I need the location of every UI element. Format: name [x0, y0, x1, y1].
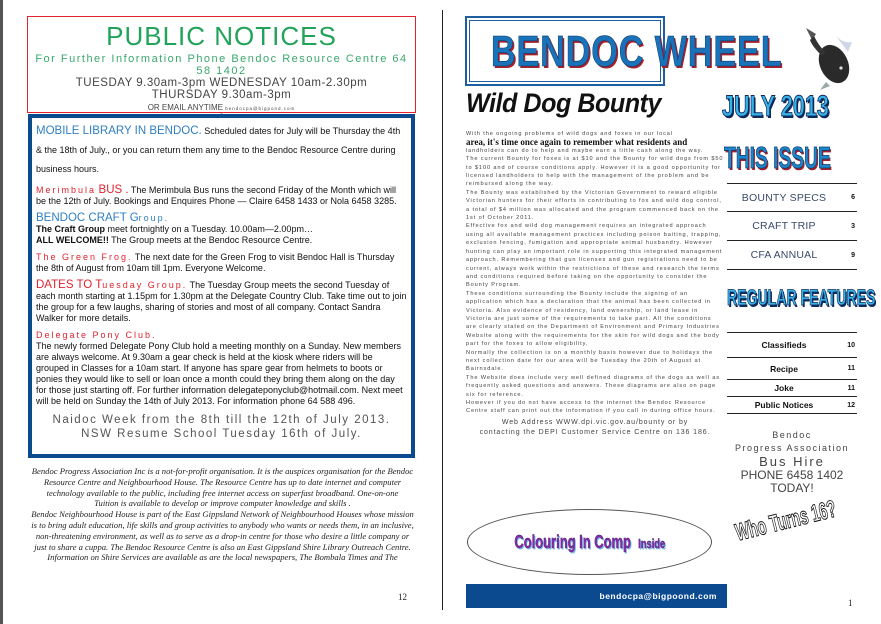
ad-line: Bus Hire	[759, 454, 825, 469]
article-paragraph: The Bounty was established by the Victorian Government to reward eligible Victorian hunters for their efforts in contributing to fox and wild dog control, a total of $4 million was allocated and the program commenced back on the 1st of October 2011.	[466, 189, 722, 222]
colouring-inside-label: Inside	[637, 535, 665, 551]
info-paragraph: Bendoc Neighbourhood House is part of the East Gippsland Network of Neighbourhood Houses whose mission is to bring adult education, life skills and group activities to anybody who wants or needs them, in an inclusive, non-threatening environment, as well as to serve as a drop-in centre for those who desire a little company or just to share a cuppa. The Bendoc Resource Centre is also an East Gippsland Shire Library Outreach Centre.	[31, 509, 414, 552]
this-issue-heading: THIS ISSUE	[724, 140, 831, 175]
page-title: PUBLIC NOTICES	[106, 21, 337, 51]
notice-body: The Merimbula Bus runs the second Friday of the Month which will be the 12th of July. Bookings and Enquires Phone — Claire 6458 1433 or Nola 6458 3285.	[36, 185, 397, 206]
regular-features-list	[727, 332, 857, 414]
toc-page: 9	[851, 251, 855, 259]
notice-merimbula-bus	[36, 185, 407, 207]
feature-label: Joke	[774, 383, 794, 393]
email-label: OR EMAIL ANYTIME	[147, 103, 223, 112]
toc-item-cfa-annual[interactable]	[727, 241, 857, 270]
notice-body: meet fortnightly on a Tuesday. 10.00am—2.00pm…	[105, 224, 313, 234]
ad-line: Progress Association	[734, 443, 850, 453]
feature-item-classifieds[interactable]	[727, 332, 857, 358]
notice-mobile-library	[36, 122, 407, 179]
toc-label: BOUNTY SPECS	[741, 191, 827, 204]
notice-pony-club	[36, 330, 407, 407]
feature-page: 10	[847, 341, 855, 349]
bus-hire-ad	[727, 429, 857, 495]
regular-features-heading: REGULAR FEATURES	[727, 285, 876, 310]
announcement-naidoc: Naidoc Week from the 8th till the 12th of July 2013.	[52, 414, 391, 426]
page-divider	[442, 10, 443, 610]
page-edge	[0, 0, 3, 624]
feature-page: 11	[847, 365, 855, 372]
feature-item-recipe[interactable]	[727, 358, 857, 380]
article-paragraph: Normally the collection is on a monthly basis however due to holidays the next collection date for our area will be Tuesday the 20th of August at Bairnsdale.	[466, 349, 713, 373]
colouring-comp-text	[514, 532, 665, 553]
email-footer-bar	[466, 584, 727, 608]
notice-bold: The Craft Group	[36, 224, 105, 234]
notice-bold: ALL WELCOME!!	[36, 235, 109, 245]
notice-heading: DATES TO T	[36, 279, 103, 291]
feature-label: Recipe	[770, 363, 798, 374]
masthead	[465, 16, 783, 86]
notice-heading: BUS .	[98, 184, 129, 196]
fish-icon	[796, 22, 856, 92]
opening-hours-line2: THURSDAY 9.30am-3pm	[151, 89, 292, 101]
feature-page: 12	[847, 401, 855, 409]
email-line	[28, 103, 415, 112]
feature-page: 11	[847, 384, 855, 392]
page-number: 12	[398, 592, 407, 602]
announcement-school: NSW Resume School Tuesday 16th of July.	[81, 428, 362, 440]
toc-page: 6	[851, 194, 855, 201]
ad-phone: PHONE 6458 1402	[740, 468, 844, 482]
notice-heading: BENDOC CRAFT G	[36, 212, 139, 224]
email-link[interactable]: bendocpa@bigpond.com	[225, 106, 296, 111]
article-paragraph: Effective fox and wild dog management requires an integrated approach using all available management practices including poison baiting, trapping, exclusion fencing, fumigation and appropriate animal husbandry. However hunting can play an important role in supporting this integrated management approach. Remembering that gun licenses and gun registrations need to be current, always work within the restrictions of these and research the terms and conditions required before taking on the opportunity to consider the Bounty Program.	[466, 223, 723, 289]
toc-item-craft-trip[interactable]	[727, 212, 857, 241]
notice-heading: MOBILE LIBRARY IN BENDOC.	[36, 125, 202, 137]
notice-heading: The Green Frog.	[36, 252, 133, 262]
notice-tuesday-group	[36, 280, 407, 324]
notice-heading: Merimbula	[36, 185, 97, 195]
article-paragraph: These conditions surrounding the Bounty include the signing of an application which has a declaration that the animal has been collected in Victoria. Also evidence of residency, land ownership, or land lease in Victoria are just some of the requirements to take part. All the conditions are clearly stated on the Department of Environment and Primary Industries Website along with the requirements for the skin for wild dogs and the body part for the foxes to allow eligibility.	[466, 290, 720, 348]
public-notices-header	[27, 16, 416, 118]
web-address-line	[466, 418, 724, 438]
who-turns-16-banner: Who Turns 16?	[732, 495, 840, 547]
article-paragraph: The current Bounty for foxes is at $10 and the Bounty for wild dogs from $50 to $100 and of course conditions apply. However it is a good opportunity for licensed landholders to help with the management of the problem and be reimbursed along the way.	[466, 156, 724, 188]
notice-body: The Tuesday Group meets the second Tuesday of each month starting at 1.15pm for 1.30pm at the Delegate Country Club. Take time out to join the group for a few laughs, sharing of stories and most of all company. Contact Sandra Walker for more details.	[36, 280, 407, 323]
colouring-comp-label: Colouring In Comp	[514, 531, 631, 552]
info-paragraph: Information on Shire Services are available as are the local newspapers, The Bombala Times and The	[47, 552, 398, 563]
notice-heading: Delegate Pony Club.	[36, 330, 157, 340]
issue-date-banner: JULY 2013	[722, 90, 829, 123]
toc-label: CFA ANNUAL	[750, 249, 818, 261]
contact-info: For Further Information Phone Bendoc Resource Centre 64 58 1402	[35, 53, 408, 77]
feature-label: Classifieds	[761, 340, 807, 350]
notice-body: Scheduled dates for July will be Thursday the 4th & the 18th of July., or you can return them any time to the Bendoc Resource Centre during business hours.	[36, 126, 401, 174]
footer-email[interactable]: bendocpa@bigpoond.com	[599, 591, 717, 601]
web-address[interactable]: Web Address WWW.dpi.vic.gov.au/bounty or by	[501, 418, 689, 426]
headline: Wild Dog Bounty	[466, 88, 662, 118]
article-intro: With the ongoing problems of wild dogs and foxes in our local	[466, 131, 673, 137]
wild-dog-bounty-article	[466, 130, 724, 438]
page-number: 1	[848, 598, 853, 608]
notice-body: The Group meets at the Bendoc Resource Centre.	[108, 235, 313, 245]
notice-craft-group	[36, 213, 407, 246]
article-paragraph: The Website does include very well defined diagrams of the dogs as well as frequently asked questions and answers. These diagrams are also on page six for reference.	[466, 374, 720, 398]
feature-item-joke[interactable]	[727, 380, 857, 397]
toc-item-bounty-specs[interactable]	[727, 183, 857, 212]
association-info	[30, 466, 415, 563]
feature-label: Public Notices	[754, 400, 814, 410]
ad-line: TODAY!	[770, 481, 814, 495]
ad-line: Bendoc	[772, 430, 812, 440]
contact-line: contacting the DEPI Customer Service Centre on 136 186.	[479, 428, 711, 436]
opening-hours-line1: TUESDAY 9.30am-3pm WEDNESDAY 10am-2.30pm	[75, 77, 368, 89]
feature-item-public-notices[interactable]	[727, 397, 857, 414]
colouring-comp-badge	[467, 509, 712, 575]
info-paragraph: Bendoc Progress Association Inc is a not-for-profit organisation. It is the auspices organisation for the Bendoc Resource Centre and Neighbourhood House. The Resource Centre has up to date internet and computer technology available to the public, including free internet access on superfast broadband. One-on-one	[31, 466, 414, 498]
toc-page: 3	[851, 222, 855, 230]
bullet-mark: ▪	[220, 112, 223, 118]
notice-body: The newly formed Delegate Pony Club hold a meeting monthly on a Sunday. New members are always welcome. At 9.30am a gear check is held at the kiosk where riders will be grouped in Classes for a 10am start. If anyone has spare gear from helmets to boots or ponies they would like to sell or loan once a month could they bring them along on the day for those just starting off. For further information delegateponyclub@hotmail.com. Next meet will be held on Sunday the 14th of July 2013. For information phone 64 588 496.	[36, 341, 403, 406]
notice-green-frog	[36, 252, 407, 274]
this-issue-list	[727, 183, 857, 270]
notice-heading: roup.	[138, 213, 170, 223]
notice-body: The next date for the Green Frog to visit Bendoc Hall is Thursday the 8th of August from 10am till 1pm. Everyone Welcome.	[36, 252, 395, 273]
info-paragraph: Tuition is available to develop or improve computer knowledge and skills .	[94, 498, 351, 509]
newsletter-title: BENDOC WHEEL	[490, 27, 783, 76]
article-lead: area, it's time once again to remember what residents and	[466, 137, 688, 148]
article-paragraph: landholders can do to help and maybe earn a little cash along the way.	[466, 147, 704, 154]
notice-heading: uesday Group.	[102, 280, 188, 290]
toc-label: CRAFT TRIP	[752, 220, 816, 232]
article-paragraph: However if you do not have access to the internet the Bendoc Resource Centre staff can print out the information if you call in during office hours.	[466, 400, 716, 415]
notices-box	[28, 114, 415, 458]
